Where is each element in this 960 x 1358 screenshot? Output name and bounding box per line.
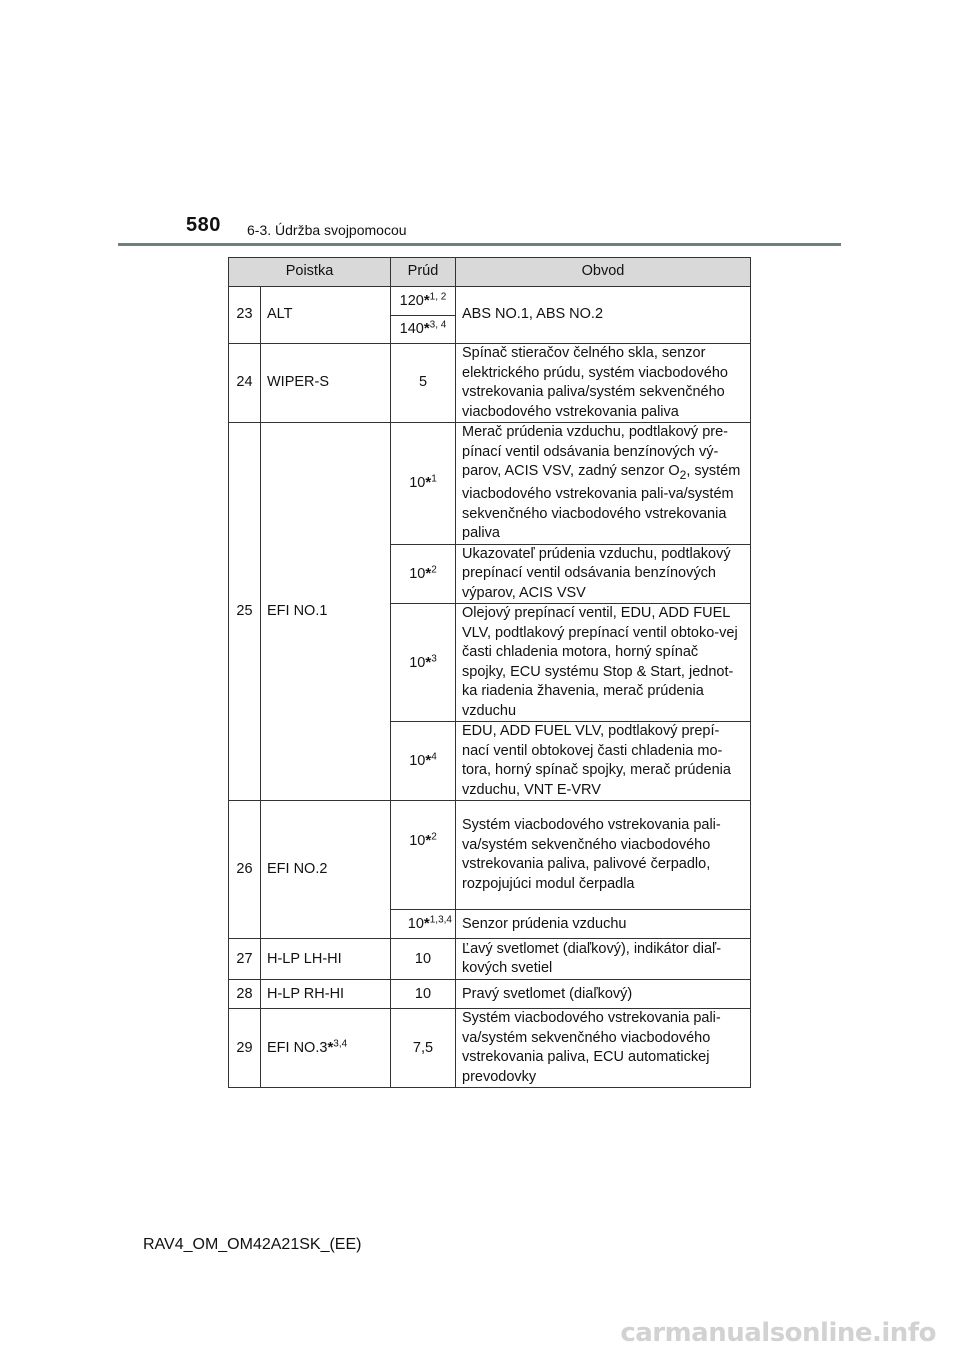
fuse-circuit: Ľavý svetlomet (diaľkový), indikátor diaľ-kových svetiel — [456, 939, 751, 980]
fuse-name: EFI NO.2 — [261, 801, 391, 939]
footnote-ref: 3, 4 — [429, 319, 447, 331]
table-row — [229, 1009, 751, 1088]
fuse-current: 10 — [391, 980, 456, 1009]
fuse-number: 25 — [229, 423, 261, 801]
fuse-name: EFI NO.1 — [261, 423, 391, 801]
fuse-name: WIPER-S — [261, 344, 391, 423]
fuse-circuit: Olejový prepínací ventil, EDU, ADD FUEL VLV, podtlakový prepínací ventil obtoko-vej časti chladenia motora, horný spínač spojky, ECU systému Stop & Start, jednot-ka riadenia žhavenia, merač prúdenia vzduchu — [456, 604, 751, 722]
footnote-mark: * — [425, 752, 432, 770]
fuse-name: H-LP RH-HI — [261, 980, 391, 1009]
fuse-current: 10*$^{1,3,4}$ — [391, 910, 456, 939]
fuse-circuit: Pravý svetlomet (diaľkový) — [456, 980, 751, 1009]
fuse-number: 26 — [229, 801, 261, 939]
footnote-ref: 1,3,4 — [429, 914, 452, 926]
fuse-current: 140*$^{3, 4}$ — [391, 316, 456, 344]
fuse-number: 24 — [229, 344, 261, 423]
fuse-name: ALT — [261, 287, 391, 344]
table-row — [229, 980, 751, 1009]
footnote-mark: * — [423, 291, 430, 309]
header-current: Prúd — [391, 258, 456, 287]
footnote-ref: 4 — [431, 751, 437, 763]
fuse-name: EFI NO.3*$^{3,4}$ — [261, 1009, 391, 1088]
fuse-number: 29 — [229, 1009, 261, 1088]
footnote-mark: * — [327, 1039, 334, 1057]
fuse-current: 5 — [391, 344, 456, 423]
table-row — [229, 344, 751, 423]
fuse-number: 27 — [229, 939, 261, 980]
footnote-mark: * — [425, 564, 432, 582]
page-number: 580 — [186, 214, 221, 236]
fuse-current: 10*$^3$ — [391, 604, 456, 722]
header-fuse: Poistka — [229, 258, 391, 287]
footnote-ref: 3 — [431, 653, 437, 665]
fuse-circuit: Merač prúdenia vzduchu, podtlakový pre-pínací ventil odsávania benzínových vý-parov, ACIS VSV, zadný senzor $O_2$, systém viacbodového vstrekovania pali-va/systém sekvenčného viacbodového vstrekovania paliva — [456, 423, 751, 545]
fuse-number: 28 — [229, 980, 261, 1009]
document-code: RAV4_OM_OM42A21SK_(EE) — [143, 1236, 362, 1253]
footnote-ref: 2 — [431, 564, 437, 576]
table-row — [229, 287, 751, 316]
table-row — [229, 423, 751, 545]
fuse-circuit: Spínač stieračov čelného skla, senzor elektrického prúdu, systém viacbodového vstrekovania paliva/systém sekvenčného viacbodového vstrekovania paliva — [456, 344, 751, 423]
footnote-mark: * — [425, 653, 432, 671]
fuse-circuit: Ukazovateľ prúdenia vzduchu, podtlakový prepínací ventil odsávania benzínových výparov, ACIS VSV — [456, 544, 751, 604]
watermark: carmanualsonline.info — [620, 1318, 936, 1348]
section-title: 6-3. Údržba svojpomocou — [247, 222, 407, 238]
footnote-mark: * — [423, 320, 430, 338]
fuse-name: H-LP LH-HI — [261, 939, 391, 980]
fuse-current: 10*$^2$ — [391, 544, 456, 604]
footnote-mark: * — [423, 915, 430, 933]
fuse-table — [228, 257, 751, 1088]
fuse-current: 10*$^1$ — [391, 423, 456, 545]
footnote-ref: 3,4 — [333, 1038, 348, 1050]
table-row — [229, 801, 751, 910]
fuse-circuit: EDU, ADD FUEL VLV, podtlakový prepí-nací ventil obtokovej časti chladenia mo-tora, horný spínač spojky, merač prúdenia vzduchu, VNT E-VRV — [456, 722, 751, 801]
fuse-number: 23 — [229, 287, 261, 344]
fuse-circuit: Senzor prúdenia vzduchu — [456, 910, 751, 939]
footnote-ref: 2 — [431, 831, 437, 843]
fuse-current: 10*$^2$ — [391, 801, 456, 910]
fuse-current: 10 — [391, 939, 456, 980]
footnote-ref: 1, 2 — [429, 291, 447, 303]
fuse-circuit: Systém viacbodového vstrekovania pali-va/systém sekvenčného viacbodového vstrekovania paliva, ECU automatickej prevodovky — [456, 1009, 751, 1088]
footnote-mark: * — [425, 832, 432, 850]
table-row — [229, 939, 751, 980]
footnote-ref: 1 — [431, 473, 437, 485]
fuse-circuit: ABS NO.1, ABS NO.2 — [456, 287, 751, 344]
fuse-circuit: Systém viacbodového vstrekovania pali-va/systém sekvenčného viacbodového vstrekovania paliva, palivové čerpadlo, rozpojujúci modul čerpadla — [456, 801, 751, 910]
table-header-row — [229, 258, 751, 287]
fuse-current: 120*$^{1, 2}$ — [391, 287, 456, 316]
header-circuit: Obvod — [456, 258, 751, 287]
fuse-current: 10*$^4$ — [391, 722, 456, 801]
fuse-current: 7,5 — [391, 1009, 456, 1088]
footnote-mark: * — [425, 474, 432, 492]
header-rule — [118, 243, 841, 246]
